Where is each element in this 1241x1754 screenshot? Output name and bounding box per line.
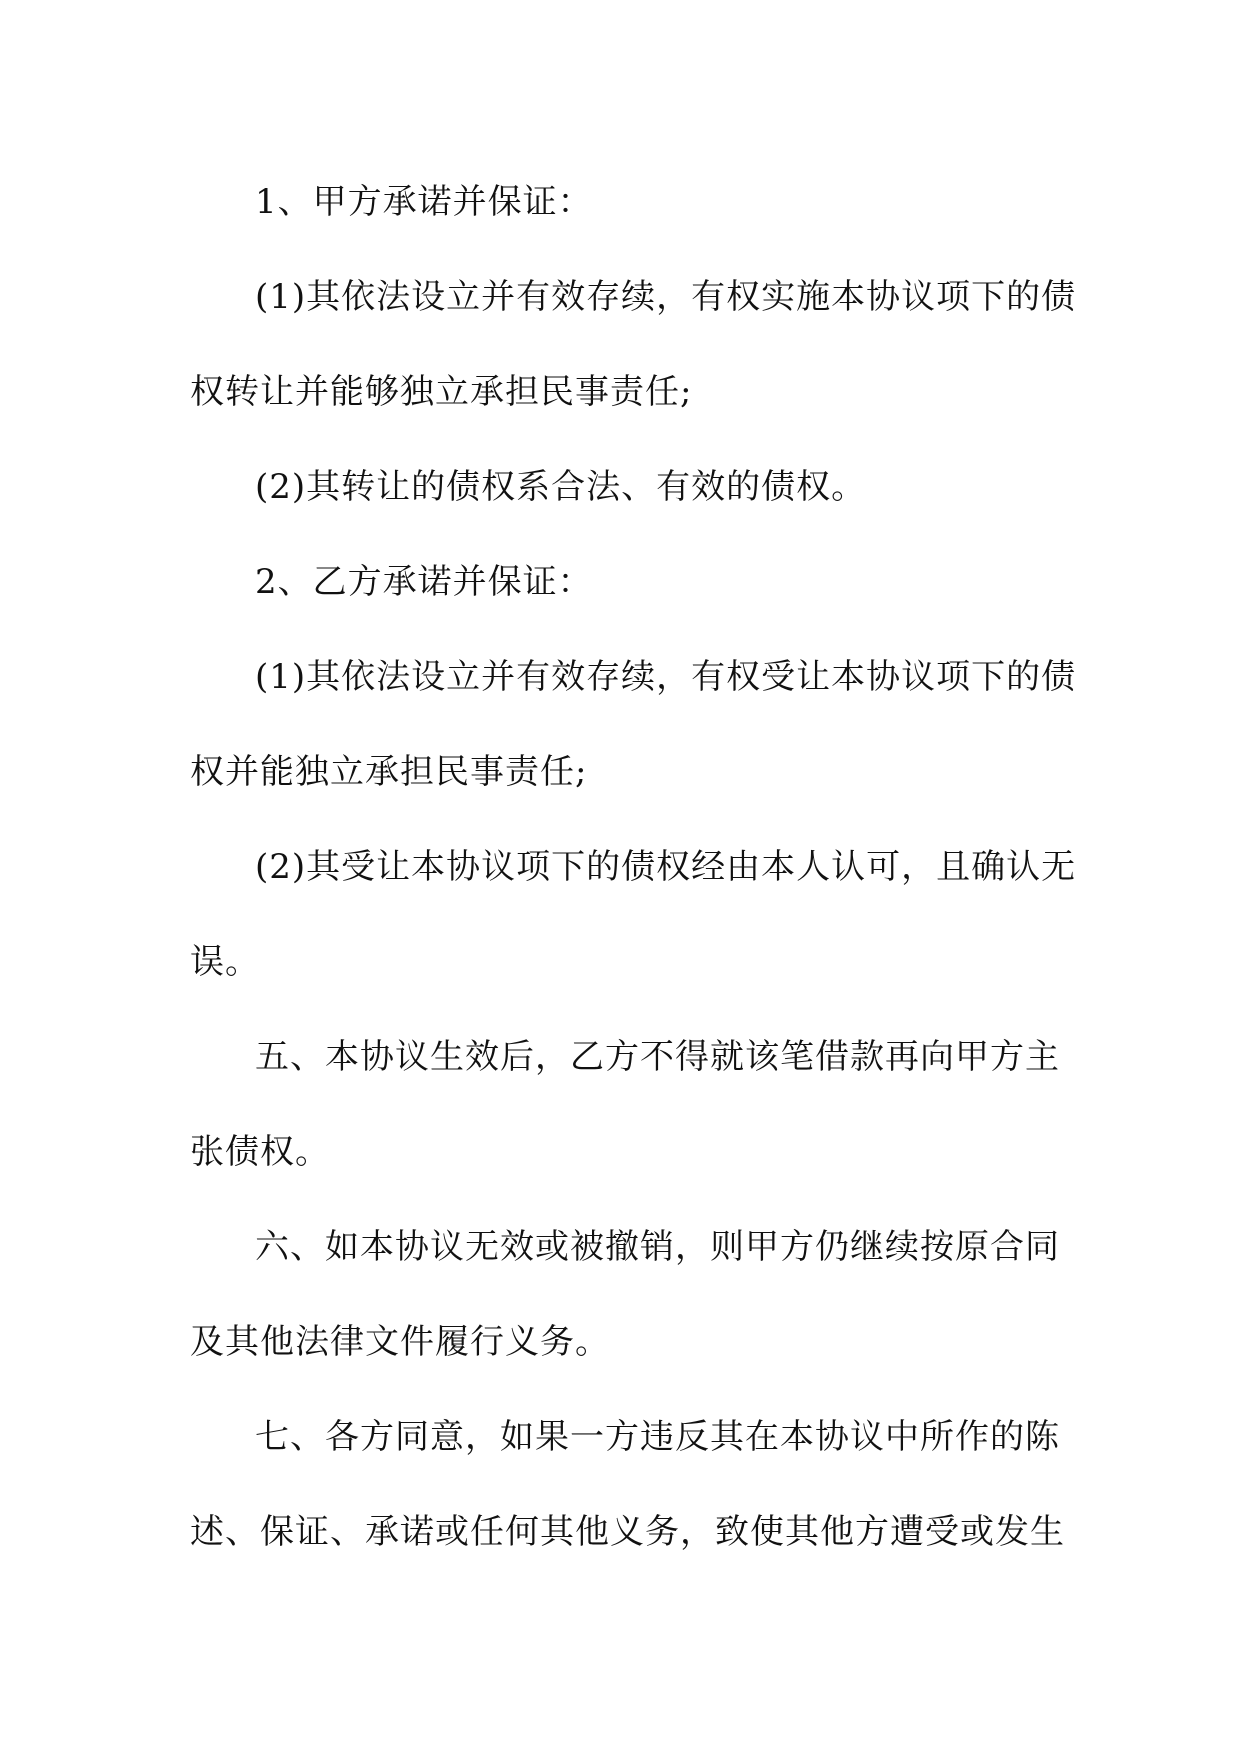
paragraph-line: 权转让并能够独立承担民事责任; <box>190 372 693 412</box>
paragraph-line: (1)其依法设立并有效存续，有权受让本协议项下的债 <box>255 657 1077 697</box>
paragraph-line: 六、如本协议无效或被撤销，则甲方仍继续按原合同 <box>255 1227 1060 1267</box>
paragraph-line: 五、本协议生效后，乙方不得就该笔借款再向甲方主 <box>255 1037 1060 1077</box>
paragraph-line: 1、甲方承诺并保证： <box>255 182 593 222</box>
paragraph-line: 权并能独立承担民事责任; <box>190 752 588 792</box>
paragraph-line: 述、保证、承诺或任何其他义务，致使其他方遭受或发生 <box>190 1512 1065 1552</box>
paragraph-line: (2)其转让的债权系合法、有效的债权。 <box>255 467 867 507</box>
paragraph-line: 2、乙方承诺并保证： <box>255 562 593 602</box>
paragraph-line: (2)其受让本协议项下的债权经由本人认可，且确认无 <box>255 847 1077 887</box>
paragraph-line: (1)其依法设立并有效存续，有权实施本协议项下的债 <box>255 277 1077 317</box>
paragraph-line: 七、各方同意，如果一方违反其在本协议中所作的陈 <box>255 1417 1060 1457</box>
paragraph-line: 误。 <box>190 942 260 982</box>
paragraph-line: 及其他法律文件履行义务。 <box>190 1322 610 1362</box>
paragraph-line: 张债权。 <box>190 1132 330 1172</box>
